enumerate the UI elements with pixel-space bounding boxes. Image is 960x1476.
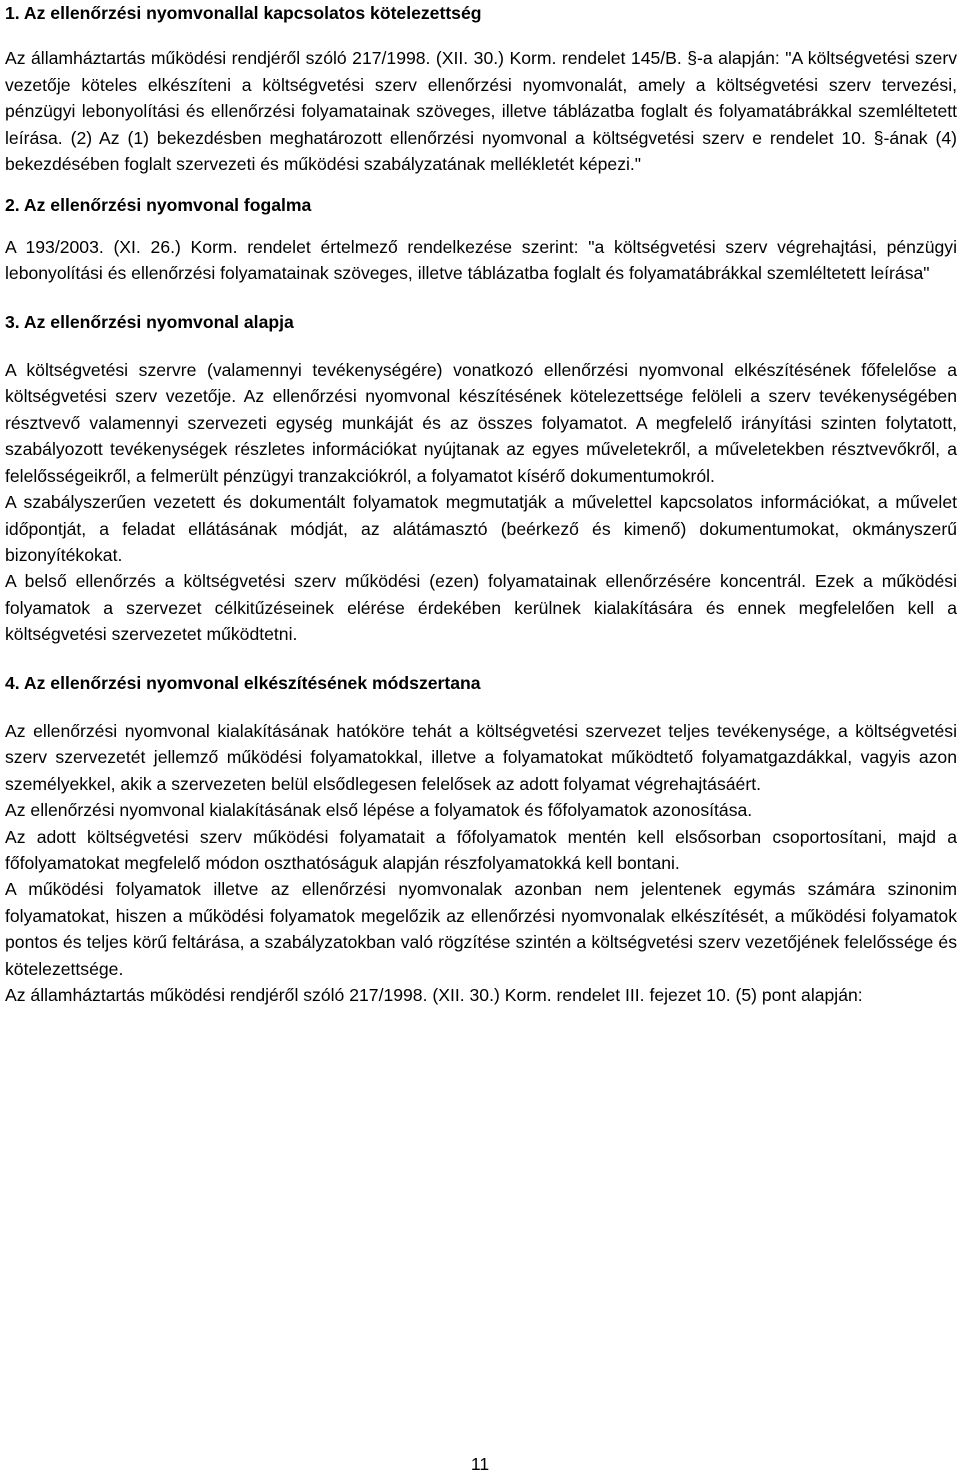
- section-3-title: 3. Az ellenőrzési nyomvonal alapja: [5, 311, 294, 332]
- section-4-title: 4. Az ellenőrzési nyomvonal elkészítésének módszertana: [5, 672, 481, 693]
- paragraph: A szabályszerűen vezetett és dokumentált folyamatok megmutatják a művelettel kapcsolatos információkat, a művelet időpontját, a feladat ellátásának módját, az alátámasztó (beérkező és kimenő) dokumentumokat, okmányszerű bizonyítékokat.: [5, 492, 957, 565]
- document-page: [5, 0, 957, 1008]
- section-2-body: [5, 234, 957, 287]
- section-2-title: 2. Az ellenőrzési nyomvonal fogalma: [5, 195, 312, 216]
- section-3-body: [5, 357, 957, 647]
- paragraph: Az ellenőrzési nyomvonal kialakításának első lépése a folyamatok és főfolyamatok azonosítása.: [5, 800, 753, 821]
- section-1-title: 1. Az ellenőrzési nyomvonallal kapcsolatos kötelezettség: [5, 3, 482, 23]
- section-4-body: [5, 718, 957, 1008]
- paragraph: A működési folyamatok illetve az ellenőrzési nyomvonalak azonban nem jelentenek egymás számára szinonim folyamatokat, hiszen a működési folyamatok megelőzik az ellenőrzési nyomvonalak elkészítését, a működési folyamatok pontos és teljes körű feltárása, a szabályzatokban való rögzítése szintén a költségvetési szerv vezetőjének felelőssége és kötelezettsége.: [5, 879, 957, 979]
- section-1-body: [5, 45, 957, 177]
- paragraph: Az államháztartás működési rendjéről szóló 217/1998. (XII. 30.) Korm. rendelet 145/B. §-a alapján: "A költségvetési szerv vezetője köteles elkészíteni a költségvetési szerv ellenőrzési nyomvonalát, amely a költségvetési szerv tervezési, pénzügyi lebonyolítási és ellenőrzési folyamatainak szöveges, illetve táblázatba foglalt és folyamatábrákkal szemléltetett leírása. (2) Az (1) bekezdésben meghatározott ellenőrzési nyomvonal a költségvetési szerv e rendelet 10. §-ának (4) bekezdésében foglalt szervezeti és működési szabályzatának mellékletét képezi.": [5, 48, 957, 175]
- paragraph: A 193/2003. (XI. 26.) Korm. rendelet értelmező rendelkezése szerint: "a költségvetési szerv végrehajtási, pénzügyi lebonyolítási és ellenőrzési folyamatainak szöveges, illetve táblázatba foglalt és folyamatábrákkal szemléltetett leírása": [5, 236, 957, 284]
- paragraph: Az adott költségvetési szerv működési folyamatait a főfolyamatok mentén kell elsősorban csoportosítani, majd a főfolyamatokat megfelelő módon oszthatóságuk alapján részfolyamatokká kell bontani.: [5, 826, 957, 873]
- paragraph: Az államháztartás működési rendjéről szóló 217/1998. (XII. 30.) Korm. rendelet III. fejezet 10. (5) pont alapján:: [5, 985, 863, 1005]
- paragraph: Az ellenőrzési nyomvonal kialakításának hatóköre tehát a költségvetési szervezet teljes tevékenysége, a költségvetési szerv szervezetét jellemző működési folyamatokkal, illetve a folyamatokat működtető folyamatgazdákkal, vagyis azon személyekkel, akik a szervezeten belül elsődlegesen felelősek az adott folyamat végrehajtásáért.: [5, 720, 957, 794]
- paragraph: A belső ellenőrzés a költségvetési szerv működési (ezen) folyamatainak ellenőrzésére koncentrál. Ezek a működési folyamatok a szervezet célkitűzéseinek elérése érdekében kerülnek kialakítására és ennek megfelelően kell a költségvetési szervezetet működtetni.: [5, 571, 957, 645]
- page-number: 11: [470, 1454, 490, 1474]
- paragraph: A költségvetési szervre (valamennyi tevékenységére) vonatkozó ellenőrzési nyomvonal elkészítésének főfelelőse a költségvetési szerv vezetője. Az ellenőrzési nyomvonal készítésének kötelezettsége felöleli a szerv tevékenységében résztvevő valamennyi szervezeti egység munkáját és az összes folyamatot. A megfelelő irányítási szinten folytatott, szabályozott tevékenységek részletes információkat nyújtanak az egyes műveletekről, a műveletekben résztvevőkről, a felelősségeikről, a felmerült pénzügyi tranzakciókról, a folyamatot kísérő dokumentumokról.: [5, 360, 957, 486]
